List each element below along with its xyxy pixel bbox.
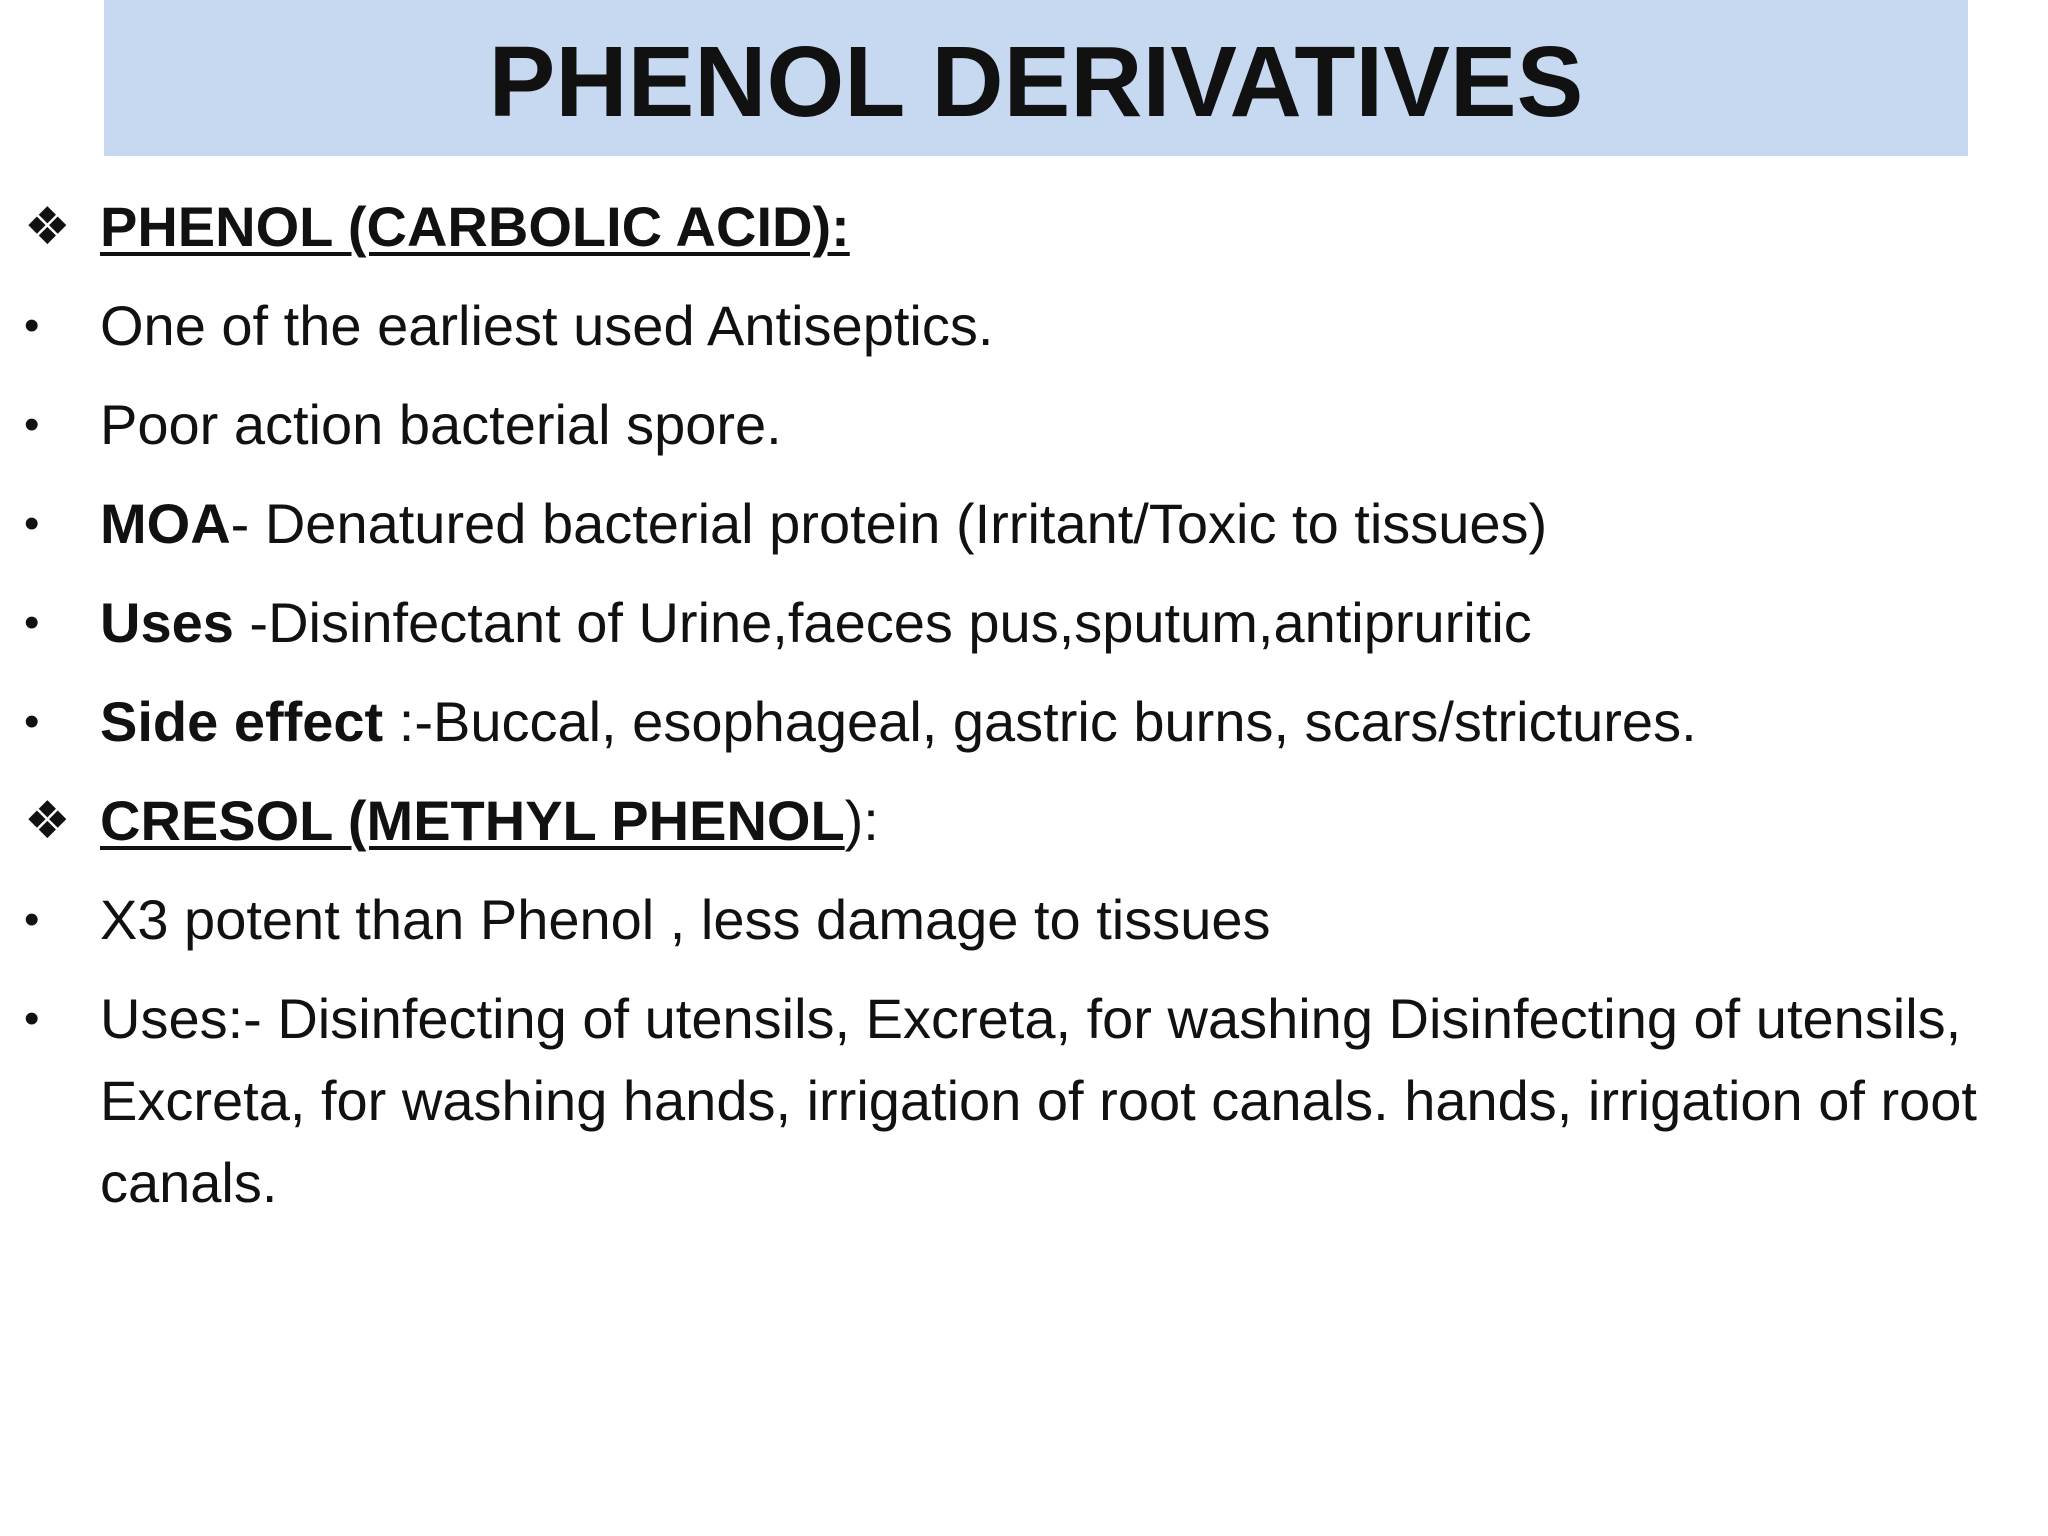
section-heading-tail: ): [844, 789, 879, 852]
list-item [24, 681, 2014, 763]
list-item-text: Poor action bacterial spore. [100, 393, 782, 456]
diamond-bullet-icon: ❖ [24, 198, 71, 256]
list-item-label: MOA [100, 492, 231, 555]
list-item [24, 384, 2014, 466]
list-item-text: - Denatured bacterial protein (Irritant/Toxic to tissues) [230, 492, 1548, 555]
list-item [24, 483, 2014, 565]
title-banner [104, 0, 1968, 156]
list-item-text: Uses:- Disinfecting of utensils, Excreta, for washing Disinfecting of utensils, Excreta, for washing hands, irrigation of root canals. hands, irrigation of root canals. [100, 987, 1977, 1214]
list-item-text: :-Buccal, esophageal, gastric burns, scars/strictures. [383, 690, 1697, 753]
slide-body [24, 186, 2014, 1241]
list-item-text: -Disinfectant of Urine,faeces pus,sputum,antipruritic [233, 591, 1532, 654]
list-item-label: Side effect [100, 690, 384, 753]
list-item [24, 582, 2014, 664]
list-item [24, 978, 2014, 1224]
section-heading-text: CRESOL (METHYL PHENOL [100, 789, 845, 852]
bullet-icon: • [24, 301, 40, 350]
bullet-icon: • [24, 994, 40, 1043]
bullet-icon: • [24, 895, 40, 944]
list-item-label: Uses [100, 591, 234, 654]
section-heading-cresol [24, 780, 2014, 862]
bullet-icon: • [24, 697, 40, 746]
section-heading-phenol [24, 186, 2014, 268]
section-heading-text: PHENOL (CARBOLIC ACID): [100, 195, 850, 258]
bullet-icon: • [24, 598, 40, 647]
list-item [24, 879, 2014, 961]
diamond-bullet-icon: ❖ [24, 792, 71, 850]
slide-title: PHENOL DERIVATIVES [488, 26, 1584, 138]
list-item [24, 285, 2014, 367]
list-item-text: X3 potent than Phenol , less damage to tissues [100, 888, 1271, 951]
bullet-icon: • [24, 400, 40, 449]
list-item-text: One of the earliest used Antiseptics. [100, 294, 994, 357]
bullet-icon: • [24, 499, 40, 548]
